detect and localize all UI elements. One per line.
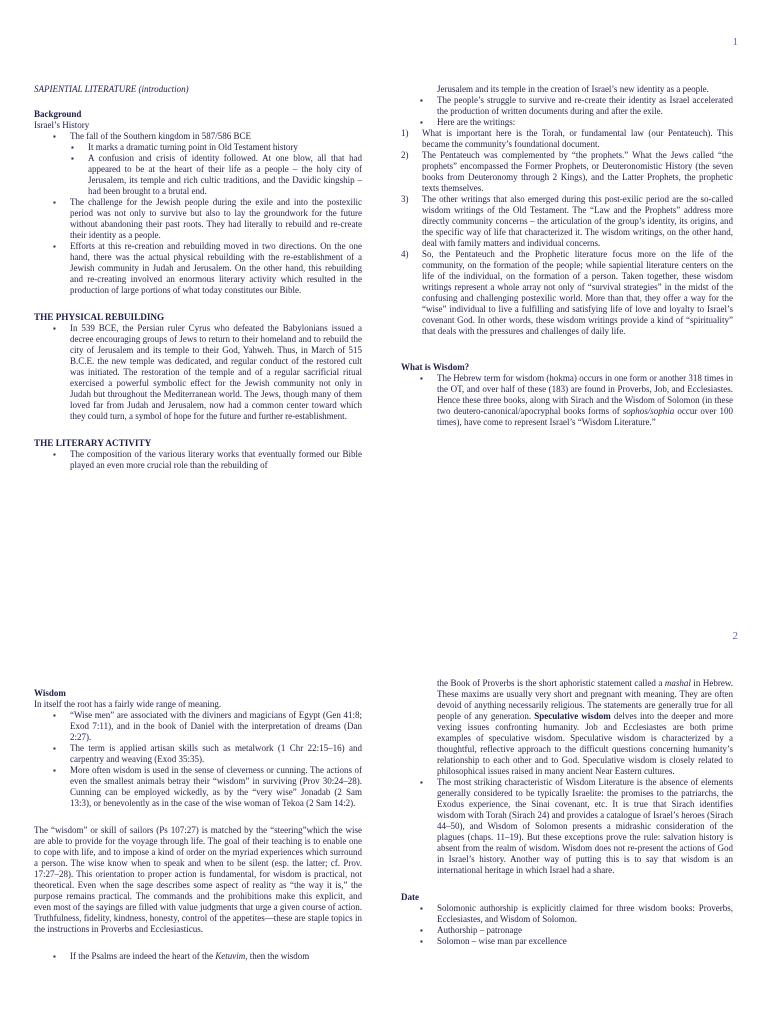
literary-continuation: Jerusalem and its temple in the creation of Israel’s new identity as a people. xyxy=(437,84,709,94)
list-item: ▪ The people’s struggle to survive and re-create their identity as Israel accelerated the production of written documents during and after the exile. xyxy=(437,95,733,117)
document-title: SAPIENTIAL LITERATURE (introduction) xyxy=(34,84,189,94)
list-item: 3) The other writings that also emerged during this post-exilic period are the so-called wisdom writings of the Old Testament. The “Law and the Prophets” address more directly community concerns – the articulation of the group’s identity, its origins, and the specific way of life that characterized it. The wisdom writings, on the other hand, deal with family matters and individual concerns. xyxy=(401,194,733,248)
list-item: ▪ More often wisdom is used in the sense of cleverness or cunning. The actions of even the smallest animals betray their “wisdom” in surviving (Prov 30:24–28). Cunning can be employed wickedly, as by the “very wise” Jonadab (2 Sam 13:3), or benevolently as in the case of the wise woman of Tekoa (2 Sam 14:2). xyxy=(70,765,362,809)
list-item: ▪ The composition of the various literary works that eventually formed our Bible played an even more crucial role than the rebuilding of xyxy=(70,449,362,471)
literary-list-continued xyxy=(401,95,733,128)
list-item: ▪ “Wise men” are associated with the diviners and magicians of Egypt (Gen 41:8; Exod 7:11), and in the book of Daniel with the interpretation of dreams (Dan 2:27). xyxy=(70,710,362,743)
list-item: ▪ Solomonic authorship is explicitly claimed for three wisdom books: Proverbs, Ecclesiastes, and Wisdom of Solomon. xyxy=(437,903,733,925)
list-item: ▪ The most striking characteristic of Wisdom Literature is the absence of elements generally considered to be typically Israelite: the promises to the patriarchs, the Exodus experience, the Sinai covenant, etc. It is true that Sirach identifies wisdom with Torah (Sirach 24) and provides a catalogue of Israel’s heroes (Sirach 44–50), and Wisdom of Solomon presents a midrashic consideration of the plagues (chaps. 11–19). But these exceptions prove the rule: salvation history is absent from the realm of wisdom. Wisdom does not re-present the actions of God in Israel’s history. Another way of putting this is to say that wisdom is an international heritage in which Israel had a share. xyxy=(437,777,733,876)
background-list xyxy=(34,131,362,296)
page-number: 1 xyxy=(732,36,738,48)
left-column xyxy=(34,84,362,471)
list-item: ▪ The term is applied artisan skills such as metalwork (1 Chr 22:15–16) and carpentry and weaving (Exod 35:35). xyxy=(70,743,362,765)
physical-rebuilding-heading: THE PHYSICAL REBUILDING xyxy=(34,312,165,322)
list-item: ▪ In 539 BCE, the Persian ruler Cyrus who defeated the Babylonians issued a decree encouraging groups of Jews to return to their homeland and to rebuild the city of Jerusalem and its temple to their God, Yahweh. Thus, in March of 515 B.C.E. the new temple was dedicated, and regular conduct of the restored cult was initiated. The restoration of the temple and of a regular sacrificial ritual exercised a powerful symbolic effect for the Jewish community not only in Judah but throughout the Mediterranean world. The Jews, though many of them loved far from Judah and Jerusalem, now had a common center toward which they could turn, a symbol of hope for the future and further re-establishment. xyxy=(70,323,362,422)
list-item: ▪ Here are the writings: xyxy=(437,117,733,128)
characteristics-list xyxy=(401,777,733,876)
background-heading: Background xyxy=(34,109,82,119)
list-item: ▪ The Hebrew term for wisdom (hokma) occurs in one form or another 318 times in the OT, and over half of these (183) are found in Proverbs, Job, and Ecclesiastes. Hence these three books, along with Sirach and the Wisdom of Solomon (in these two deutero-canonical/apocryphal books forms of sophos/sophia occur over 100 times), have come to represent Israel’s “Wisdom Literature.” xyxy=(437,373,733,428)
date-list xyxy=(401,903,733,947)
list-item: 1) What is important here is the Torah, or fundamental law (our Pentateuch). This became the community’s foundational document. xyxy=(401,128,733,149)
wisdom-heading: Wisdom xyxy=(34,688,66,698)
literary-list xyxy=(34,449,362,471)
list-item: ▪ Efforts at this re-creation and rebuilding moved in two directions. On the one hand, there was the actual physical rebuilding with the re-establishment of a Jewish community in Judah and Jerusalem. On the other hand, this rebuilding and re-creating involved an enormous literary activity which resulted in the production of large portions of what today constitutes our Bible. xyxy=(70,241,362,296)
left-column xyxy=(34,688,362,962)
wisdom-intro: In itself the root has a fairly wide range of meaning. xyxy=(34,699,222,709)
writings-list xyxy=(401,128,733,337)
list-item: ▪ It marks a dramatic turning point in Old Testament history xyxy=(88,142,362,153)
date-heading: Date xyxy=(401,892,419,902)
list-item: ▪ A confusion and crisis of identity followed. At one blow, all that had appeared to be at the heart of their life as a people – the holy city of Jerusalem, its temple and rich cultic traditions, and the Davidic kingship – had been brought to a brutal end. xyxy=(88,153,362,197)
right-column xyxy=(401,678,733,947)
physical-list xyxy=(34,323,362,422)
literary-activity-heading: THE LITERARY ACTIVITY xyxy=(34,438,152,448)
list-item: ▪ If the Psalms are indeed the heart of the Ketuvim, then the wisdom xyxy=(70,951,362,962)
list-item: ▪ The challenge for the Jewish people during the exile and into the postexilic period was not only to survive but also to lay the groundwork for the future without abandoning their past roots. They had literally to rebuild and re-create their identity as a people. xyxy=(70,197,362,241)
list-item: ▪ Authorship – patronage xyxy=(437,925,733,936)
page-number: 2 xyxy=(732,630,738,642)
list-item: ▪ The fall of the Southern kingdom in 587/586 BCE ▪ It marks a dramatic turning point in Old Testament history ▪ A confusion and crisis of identity followed. At one blow, all that had appeared to be at the heart of their life as a people – the holy city of Jerusalem, its temple and rich cultic traditions, and the Davidic kingship – had been brought to a brutal end. xyxy=(70,131,362,197)
sub-list xyxy=(34,142,362,197)
right-column xyxy=(401,84,733,428)
what-is-wisdom-list xyxy=(401,373,733,428)
wisdom-list xyxy=(34,710,362,809)
list-item: 2) The Pentateuch was complemented by “the prophets.” What the Jews called “the prophets” encompassed the Former Prophets, or Deuteronomistic History (the seven books from Deuteronomy through 2 Kings), and the Latter Prophets, the prophetic texts themselves. xyxy=(401,150,733,193)
wisdom-paragraph: The “wisdom” or skill of sailors (Ps 107:27) is matched by the “steering”which the wise are able to provide for the voyage through life. The goal of their teaching is to enable one to cope with life, and to impose a kind of order on the myriad experiences which surround a person. The wise know when to speak and when to be silent (esp. the latter; cf. Prov. 17:27–28). This orientation to proper action is fundamental, for wisdom is practical, not theoretical. Even when the sage describes some aspect of reality as “the way it is,” the purpose remains practical. The commands and the prohibitions make this explicit, and even most of the sayings are filled with value judgments that urge a given course of action. Truthfulness, fidelity, kindness, honesty, control of the appetites—these are staple topics in the instructions in Proverbs and Ecclesiasticus. xyxy=(34,825,362,934)
wisdom-list-last xyxy=(34,951,362,962)
what-is-wisdom-heading: What is Wisdom? xyxy=(401,362,470,372)
list-item: ▪ Solomon – wise man par excellence xyxy=(437,936,733,947)
background-subheading: Israel’s History xyxy=(34,120,90,130)
proverbs-paragraph: the Book of Proverbs is the short aphoristic statement called a mashal in Hebrew. These maxims are usually very short and pregnant with meaning. They are often devoid of anything necessarily religious. The statements are generally true for all people of any generation. Speculative wisdom delves into the deeper and more vexing issues confronting humanity. Job and Ecclesiastes are both prime examples of speculative wisdom. Speculative wisdom is characterized by a thoughtful, reflective approach to the difficult questions concerning humanity’s relationship to each other and to God. Speculative wisdom is closely related to philosophical issues raised in many ancient Near Eastern cultures. xyxy=(437,678,733,776)
page-two xyxy=(0,618,768,1024)
list-item: 4) So, the Pentateuch and the Prophetic literature focus more on the life of the community, on the formation of the people; while sapiential literature centers on the life of the individual, on the formation of a person. Taken together, these wisdom writings represent a whole array not only of “survival strategies” in the midst of the confusing and challenging postexilic world. More than that, they offer a way for the “wise” individual to live a fulfilling and satisfying life of love and loyalty to Israel’s covenant God. In other words, these wisdom writings provide a kind of “spirituality” that deals with the pressures and challenges of daily life. xyxy=(401,249,733,336)
